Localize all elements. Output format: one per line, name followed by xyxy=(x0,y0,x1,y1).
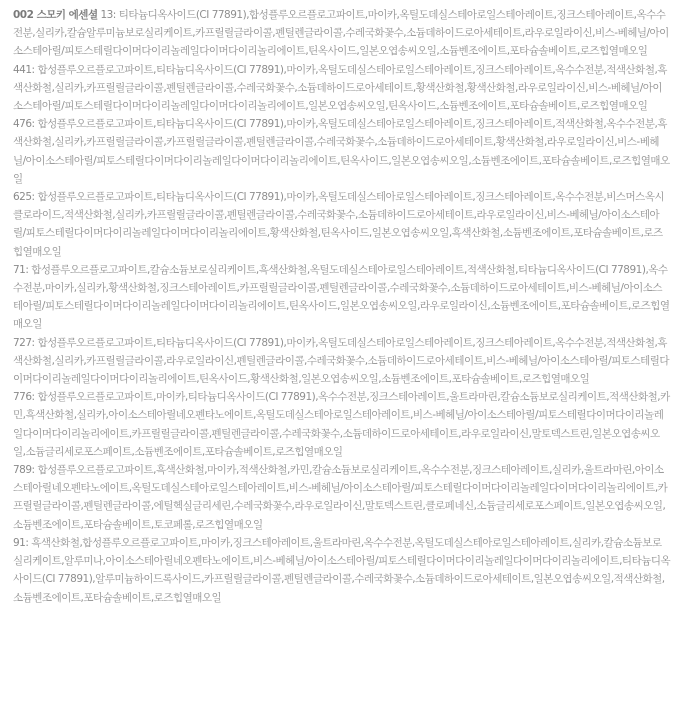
ingredient-entry xyxy=(13,334,671,389)
product-code: 002 xyxy=(13,9,34,21)
ingredients-text: 흑색산화철,합성플루오르플로고파이트,마이카,징크스테아레이트,울트라마린,옥수수전분,옥틸도데실스테아로일스테아레이트,실리카,칼슘소듐보로실리케이트,알루미나,아이소스테아릴네오펜타노에이트,비스-베헤닐/아이소스테아릴/피토스테릴다이머다이리놀레일다이머다이리놀리에이트,티타늄디옥사이드(CI 77891),알루미늄하이드록사이드,카프릴릴글라이콜,펜틸렌글라이콜,수레국화꽃수,소듐데하이드로아세테이트,일본오엽송씨오일,적색산화철,소듐벤조에이트,포타슘솔베이트,로즈힙열매오일 xyxy=(13,536,671,604)
ingredients-text: 합성플루오르플로고파이트,티타늄디옥사이드(CI 77891),마이카,옥틸도데실스테아로일스테아레이트,징크스테아레이트,옥수수전분,적색산화철,흑색산화철,실리카,카프릴릴글라이콜,펜틸렌글라이콜,수레국화꽃수,소듐데하이드로아세테이트,황색산화철,황색산화철,라우로일라이신,비스-베헤닐/아이소스테아릴/피토스테릴다이머다이리놀레일다이머다이리놀리에이트,일본오엽송씨오일,틴옥사이드,소듐벤조에이트,포타슘솔베이트,로즈힙열매오일 xyxy=(13,63,667,113)
ingredient-entry xyxy=(13,6,671,61)
ingredient-entry xyxy=(13,534,671,607)
ingredients-text: 합성플루오르플로고파이트,티타늄디옥사이드(CI 77891),마이카,옥틸도데실스테아로일스테아레이트,징크스테아레이트,옥수수전분,적색산화철,흑색산화철,실리카,카프릴릴글라이콜,라우로일라이신,펜틸렌글라이콜,수레국화꽃수,소듐데하이드로아세테이트,비스-베헤닐/아이소스테아릴/피토스테릴다이머다이리놀레일다이머다이리놀리에이트,틴옥사이드,황색산화철,일본오엽송씨오일,소듐벤조에이트,포타슘솔베이트,로즈힙열매오일 xyxy=(13,336,670,386)
shade-code: 91: xyxy=(13,536,29,549)
shade-code: 625: xyxy=(13,191,35,204)
shade-code: 441: xyxy=(13,63,35,76)
ingredients-text: 합성플루오르플로고파이트,티타늄디옥사이드(CI 77891),마이카,옥틸도데실스테아로일스테아레이트,징크스테아레이트,옥수수전분,비스머스옥시클로라이드,적색산화철,실리카,카프릴릴글라이콜,펜틸렌글라이콜,수레국화꽃수,소듐데하이드로아세테이트,라우로일라이신,비스-베헤닐/아이소스테아릴/피토스테릴다이머다이리놀레일다이머다이리놀리에이트,황색산화철,틴옥사이드,일본오엽송씨오일,흑색산화철,소듐벤조에이트,포타슘솔베이트,로즈힙열매오일 xyxy=(13,191,665,258)
ingredients-text: 티타늄디옥사이드(CI 77891),합성플루오르플로고파이트,마이카,옥틸도데실스테아로일스테아레이트,징크스테아레이트,옥수수전분,실리카,칼슘알루미늄보로실리케이트,카프릴릴글라이콜,펜틸렌글라이콜,수레국화꽃수,소듐데하이드로아세테이트,라우로일라이신,비스-베헤닐/아이소스테아릴/피토스테릴다이머다이리놀레일다이머다이리놀리에이트,틴옥사이드,일본오엽송씨오일,소듐벤조에이트,포타슘솔베이트,로즈힙열매오일 xyxy=(13,9,669,58)
ingredient-entry xyxy=(13,388,671,461)
ingredient-entry xyxy=(13,461,671,534)
ingredient-entry xyxy=(13,61,671,116)
ingredients-text: 합성플루오르플로고파이트,티타늄디옥사이드(CI 77891),마이카,옥틸도데실스테아로일스테아레이트,징크스테아레이트,적색산화철,옥수수전분,흑색산화철,실리카,카프릴릴글라이콜,카프릴릴글라이콜,펜틸렌글라이콜,수레국화꽃수,소듐데하이드로아세테이트,황색산화철,라우로일라이신,비스-베헤닐/아이소스테아릴/피토스테릴다이머다이리놀레일다이머다이리놀리에이트,틴옥사이드,일본오엽송씨오일,소듐벤조에이트,포타슘솔베이트,로즈힙열매오일 xyxy=(13,118,670,185)
ingredient-entry xyxy=(13,188,671,261)
ingredient-entry xyxy=(13,261,671,334)
product-name: 스모키 에센셜 xyxy=(36,9,98,21)
shade-code: 71: xyxy=(13,263,29,276)
ingredients-text: 합성플루오르플로고파이트,칼슘소듐보로실리케이트,흑색산화철,옥틸도데실스테아로일스테아레이트,적색산화철,티타늄디옥사이드(CI 77891),옥수수전분,마이카,실리카,황색산화철,징크스테아레이트,카프릴릴글라이콜,펜틸렌글라이콜,수레국화꽃수,소듐데하이드로아세테이트,비스-베헤닐/아이소스테아릴/피토스테릴다이머다이리놀레일다이머다이리놀리에이트,틴옥사이드,일본오엽송씨오일,라우로일라이신,소듐벤조에이트,포타슘솔베이트,로즈힙열매오일 xyxy=(13,263,670,331)
shade-code: 789: xyxy=(13,464,35,477)
shade-code: 476: xyxy=(13,118,35,131)
ingredients-text: 합성플루오르플로고파이트,마이카,티타늄디옥사이드(CI 77891),옥수수전분,징크스테아레이트,울트라마린,칼슘소듐보로실리케이트,적색산화철,카민,흑색산화철,실리카,아이소스테아릴네오펜타노에이트,옥틸도데실스테아로일스테아레이트,비스-베헤닐/아이소스테아릴/피토스테릴다이머다이리놀레일다이머다이리놀리에이트,카프릴릴글라이콜,펜틸렌글라이콜,수레국화꽃수,소듐데하이드로아세테이트,라우로일라이신,말토덱스트린,일본오엽송씨오일,소듐글리세로포스페이트,소듐벤조에이트,포타슘솔베이트,로즈힙열매오일 xyxy=(13,391,670,458)
ingredient-entry xyxy=(13,115,671,188)
shade-code: 13: xyxy=(100,9,116,21)
shade-code: 727: xyxy=(13,336,35,349)
product-heading xyxy=(13,9,98,21)
ingredients-text: 합성플루오르플로고파이트,흑색산화철,마이카,적색산화철,카민,칼슘소듐보로실리케이트,옥수수전분,징크스테아레이트,실리카,울트라마린,아이소스테아릴네오펜타노에이트,옥틸도데실스테아로일스테아레이트,비스-베헤닐/아이소스테아릴/피토스테릴다이머다이리놀레일다이머다이리놀리에이트,카프릴릴글라이콜,펜틸렌글라이콜,에틸헥실글리세린,수레국화꽃수,라우로일라이신,말토덱스트린,클로페네신,소듐글리세로포스페이트,일본오엽송씨오일,소듐벤조에이트,포타슘솔베이트,토코페롤,로즈힙열매오일 xyxy=(13,464,668,531)
shade-code: 776: xyxy=(13,391,35,404)
